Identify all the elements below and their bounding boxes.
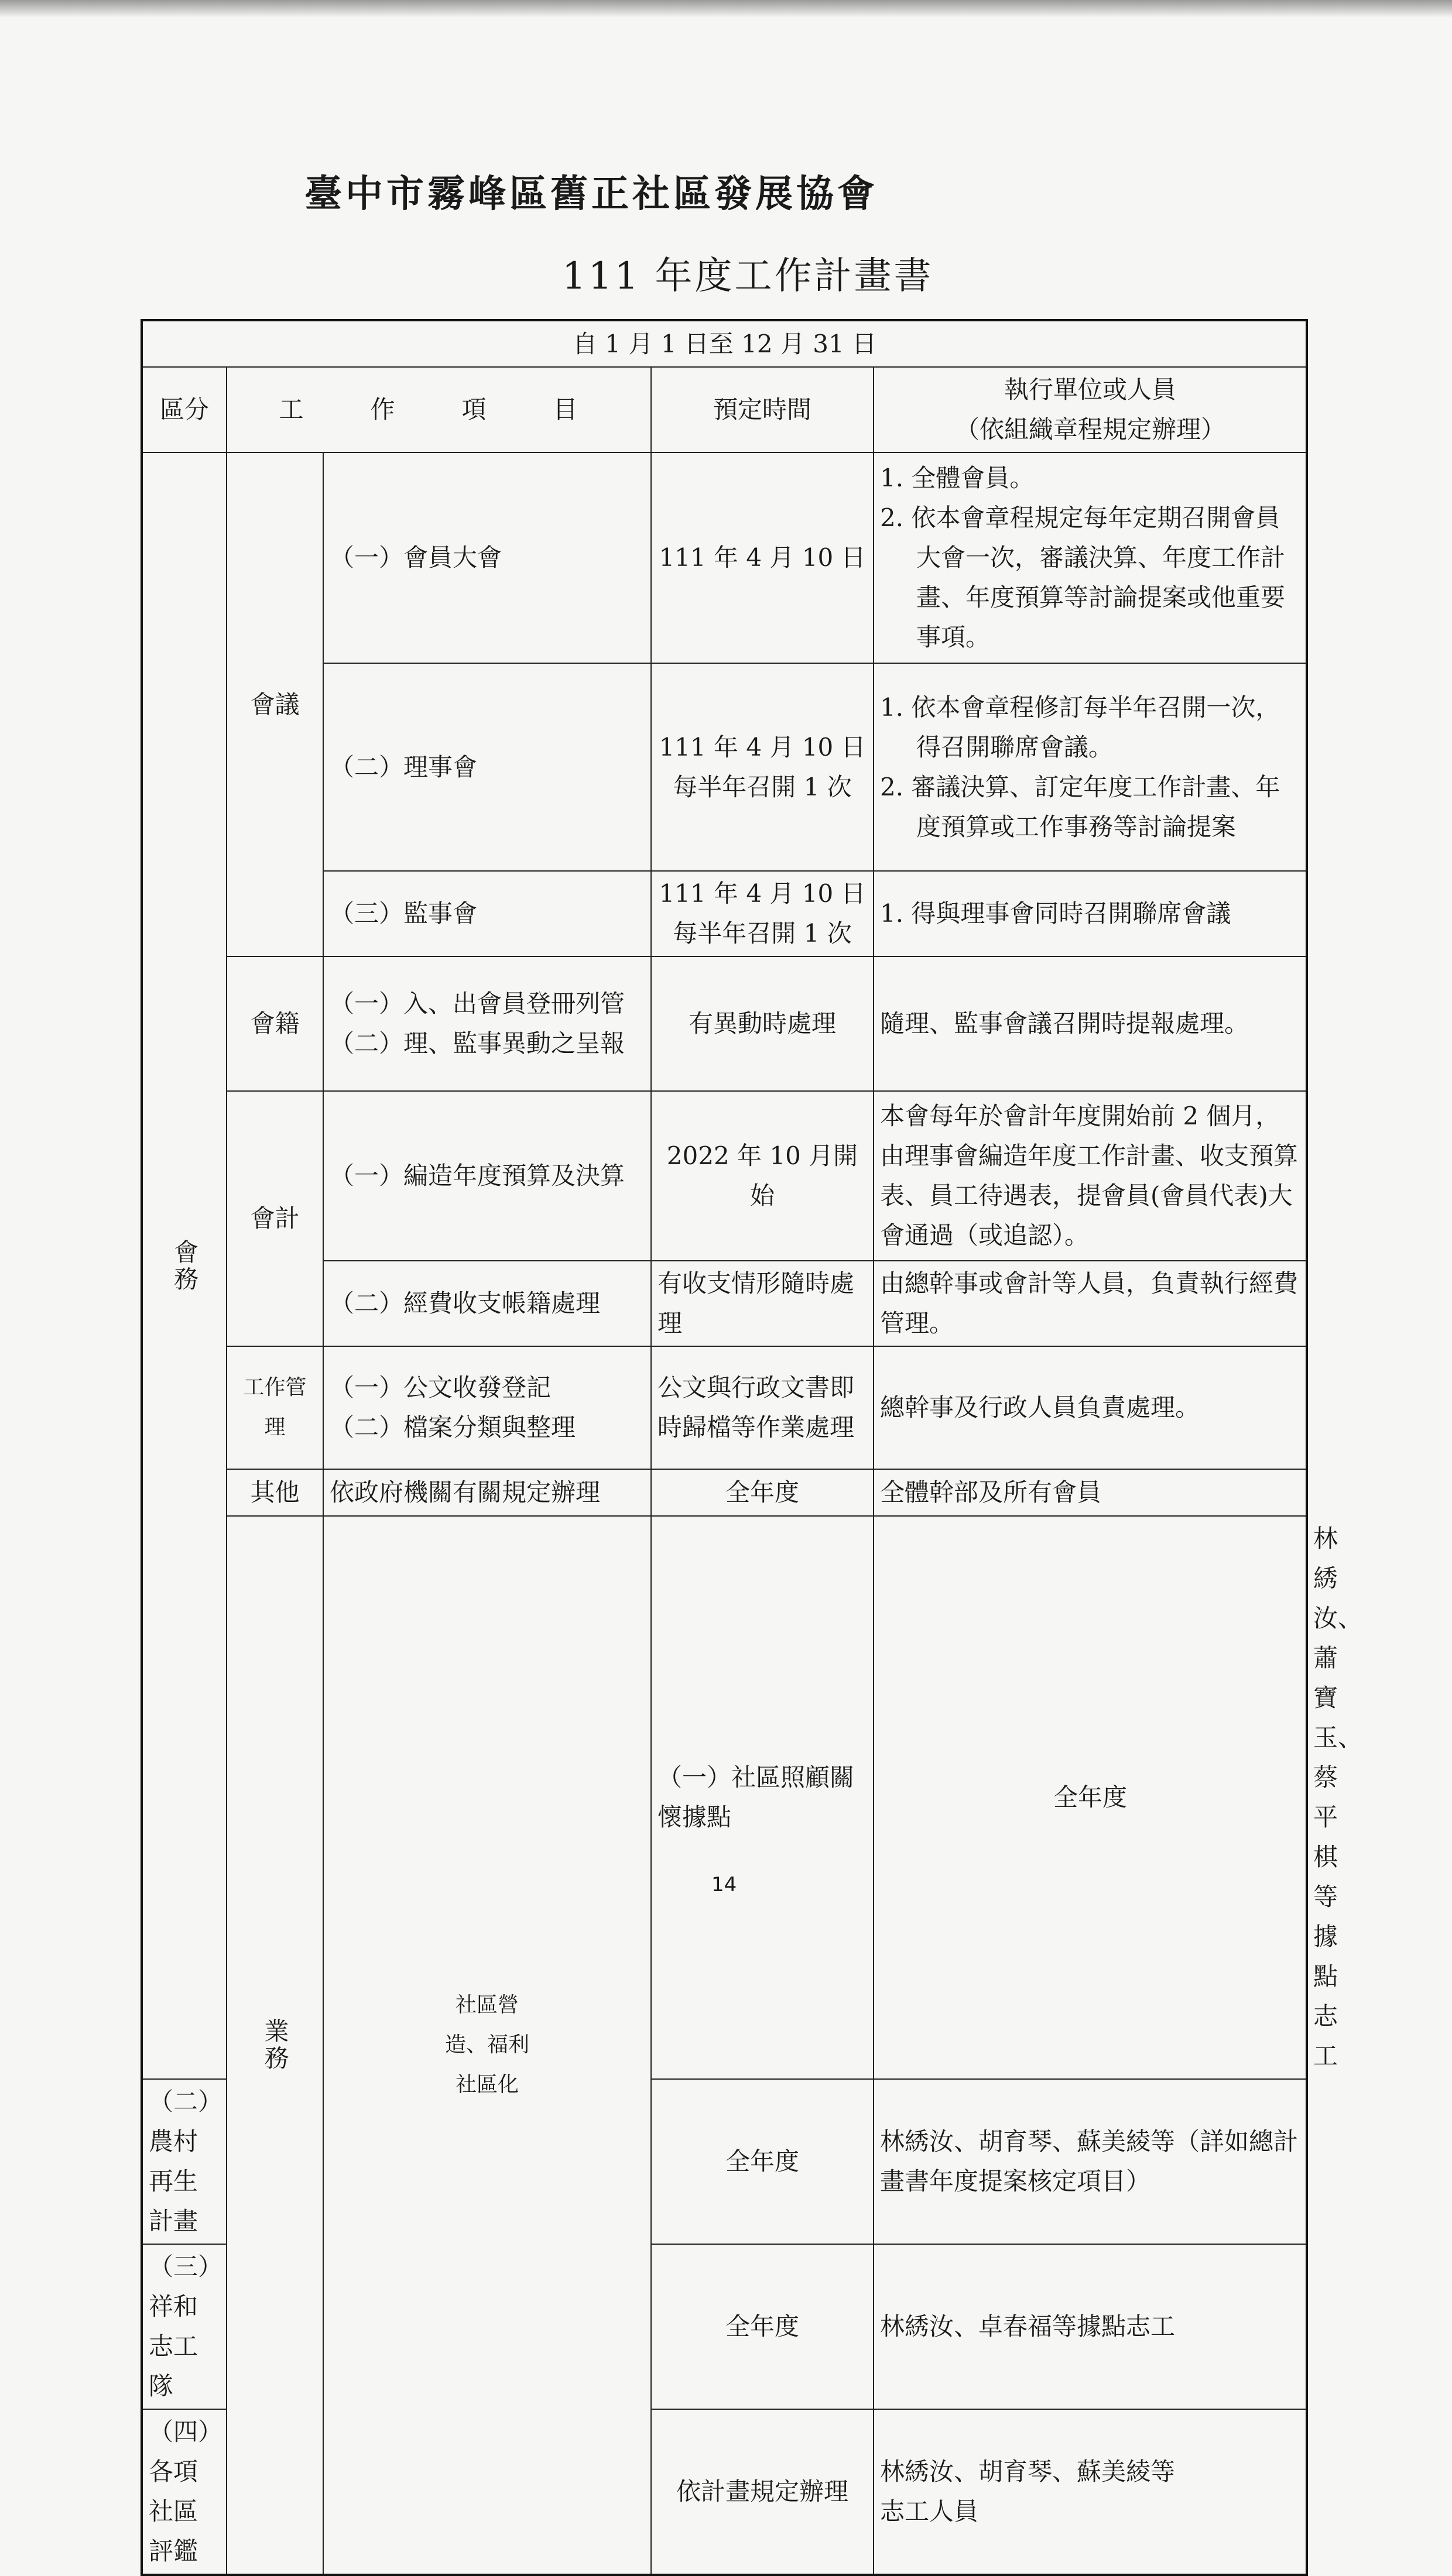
time-general-assembly: 111 年 4 月 10 日 (651, 452, 874, 663)
period-row: 自 1 月 1 日至 12 月 31 日 (142, 320, 1307, 367)
item-other: 依政府機關有關規定辦理 (323, 1469, 651, 1516)
exec-board-of-directors (874, 663, 1307, 871)
time-supervisors-line2: 每半年召開 1 次 (673, 919, 852, 948)
exec-other: 全體幹部及所有會員 (874, 1469, 1307, 1516)
exec-bookkeeping: 由總幹事或會計等人員，負責執行經費管理。 (874, 1261, 1307, 1346)
item-membership-2: （二）理、監事異動之呈報 (330, 1029, 625, 1058)
exec-general-assembly-2: 2. 依本會章程規定每年定期召開會員大會一次，審議決算、年度工作計畫、年度預算等討論提案或他重要事項。 (880, 503, 1286, 651)
item-board-of-directors: （二）理事會 (323, 663, 651, 871)
division-affairs-label: 會務 (170, 1239, 199, 1293)
time-care-station: 全年度 (874, 1516, 1307, 2079)
scan-edge-shadow (0, 0, 1452, 18)
exec-rural-regeneration: 林綉汝、胡育琴、蘇美綾等（詳如總計畫書年度提案核定項目） (874, 2079, 1307, 2244)
exec-board-2: 2. 審議決算、訂定年度工作計畫、年度預算或工作事務等討論提案 (880, 772, 1280, 841)
item-membership (323, 956, 651, 1091)
document-title: 111 年度工作計畫書 (562, 255, 934, 298)
page-number: 14 (711, 1873, 737, 1896)
exec-evaluation-line2: 志工人員 (880, 2497, 979, 2526)
header-exec (874, 367, 1307, 452)
time-bookkeeping: 有收支情形隨時處理 (651, 1261, 874, 1346)
category-community (323, 1516, 651, 2575)
exec-board-1: 1. 依本會章程修訂每半年召開一次，得召開聯席會議。 (880, 692, 1280, 762)
item-general-assembly: （一）會員大會 (323, 452, 651, 663)
item-bookkeeping: （二）經費收支帳籍處理 (323, 1261, 651, 1346)
division-affairs (142, 452, 227, 2079)
exec-community-evaluation (874, 2409, 1307, 2575)
category-meetings: 會議 (227, 452, 323, 956)
header-exec-line2: （依組織章程規定辦理） (955, 415, 1226, 444)
item-rural-regeneration: （二）農村再生計畫 (142, 2079, 227, 2244)
exec-work-management: 總幹事及行政人員負責處理。 (874, 1346, 1307, 1469)
time-supervisors (651, 871, 874, 956)
category-community-line3: 社區化 (455, 2073, 519, 2097)
category-accounting: 會計 (227, 1091, 323, 1346)
time-board-of-directors (651, 663, 874, 871)
item-work-management (323, 1346, 651, 1469)
item-membership-1: （一）入、出會員登冊列管 (330, 989, 625, 1018)
category-community-line2: 造、福利 (444, 2033, 529, 2057)
time-budget: 2022 年 10 月開始 (651, 1091, 874, 1261)
item-care-station: （一）社區照顧關懷據點 (651, 1516, 874, 2079)
exec-membership: 隨理、監事會議召開時提報處理。 (874, 956, 1307, 1091)
division-business (227, 1516, 323, 2575)
header-time: 預定時間 (651, 367, 874, 452)
item-budget: （一）編造年度預算及決算 (323, 1091, 651, 1261)
header-item: 工 作 項 目 (227, 367, 651, 452)
time-volunteer-team: 全年度 (651, 2244, 874, 2409)
item-supervisors: （三）監事會 (323, 871, 651, 956)
organization-title: 臺中市霧峰區舊正社區發展協會 (304, 172, 878, 216)
category-work-management: 工作管理 (227, 1346, 323, 1469)
time-supervisors-line1: 111 年 4 月 10 日 (659, 879, 866, 908)
exec-evaluation-line1: 林綉汝、胡育琴、蘇美綾等 (880, 2457, 1176, 2486)
exec-supervisors: 1. 得與理事會同時召開聯席會議 (874, 871, 1307, 956)
time-board-line2: 每半年召開 1 次 (673, 772, 852, 801)
time-other: 全年度 (651, 1469, 874, 1516)
exec-general-assembly-1: 1. 全體會員。 (880, 464, 1035, 492)
category-other: 其他 (227, 1469, 323, 1516)
item-work-mgmt-1: （一）公文收發登記 (330, 1373, 552, 1402)
header-division: 區分 (142, 367, 227, 452)
exec-general-assembly (874, 452, 1307, 663)
item-volunteer-team: （三）祥和志工隊 (142, 2244, 227, 2409)
category-membership: 會籍 (227, 956, 323, 1091)
time-work-management: 公文與行政文書即時歸檔等作業處理 (651, 1346, 874, 1469)
time-community-evaluation: 依計畫規定辦理 (651, 2409, 874, 2575)
time-board-line1: 111 年 4 月 10 日 (659, 732, 866, 762)
time-membership: 有異動時處理 (651, 956, 874, 1091)
exec-budget: 本會每年於會計年度開始前 2 個月，由理事會編造年度工作計畫、收支預算表、員工待遇表，提會員(會員代表)大會通過（或追認）。 (874, 1091, 1307, 1261)
category-community-line1: 社區營 (455, 1993, 519, 2017)
time-rural-regeneration: 全年度 (651, 2079, 874, 2244)
item-community-evaluation: （四）各項社區評鑑 (142, 2409, 227, 2575)
work-plan-table: 自 1 月 1 日至 12 月 31 日 區分 工 作 項 目 預定時間 執行單位或人員 （依組織章程規定辦理） 會務 會議 （一）會員大會 111 年 4 月 10 日 1. 全體會員。 2. 依本會章程規定每年定期召開會員大會一次，審議決算、年度工作計畫、年度預算等討論提案或他重要事項。 （二）理事會 111 年 4 月 10 日 每半年召開 1 次 1. 依本會章程修訂每半年召開一次，得召開聯席會議。 2. 審議決算、訂定年度工作計畫、年度預算或工作事務等討論提案 （三）監事會 111 年 4 月 10 日 每半年召開 1 次 1. 得與理事會同時召開聯席會議 會籍 （一）入、出會員登冊列管 （二）理、監事異動之呈報 有異動時處理 隨理、監事會議召開時提報處理。 會計 （一）編造年度預算及決算 2022 年 10 月開始 本會每年於會計年度開始前 2 個月，由理事會編造年度工作計畫、收支預算表、員工待遇表，提會員(會員代表)大會通過（或追認）。 （二）經費收支帳籍處理 有收支情形隨時處理 由總幹事或會計等人員，負責執行經費管理。 工作管理 （一）公文收發登記 （二）檔案分類與整理 公文與行政文書即時歸檔等作業處理 總幹事及行政人員負責處理。 其他 依政府機關有關規定辦理 全年度 全體幹部及所有會員 業務 社區營 造、福利 社區化 （一）社區照顧關懷據點 全年度 林綉汝、蕭寶玉、蔡平棋等據點志工 （二）農村再生計畫 全年度 林綉汝、胡育琴、蘇美綾等（詳如總計畫書年度提案核定項目） （三）祥和志工隊 全年度 林綉汝、卓春福等據點志工 （四）各項社區評鑑 依計畫規定辦理 林綉汝、胡育琴、蘇美綾等 志工人員 (141, 319, 1308, 2576)
division-business-label: 業務 (261, 2018, 290, 2072)
header-exec-line1: 執行單位或人員 (1004, 375, 1177, 404)
exec-volunteer-team: 林綉汝、卓春福等據點志工 (874, 2244, 1307, 2409)
item-work-mgmt-2: （二）檔案分類與整理 (330, 1413, 576, 1442)
